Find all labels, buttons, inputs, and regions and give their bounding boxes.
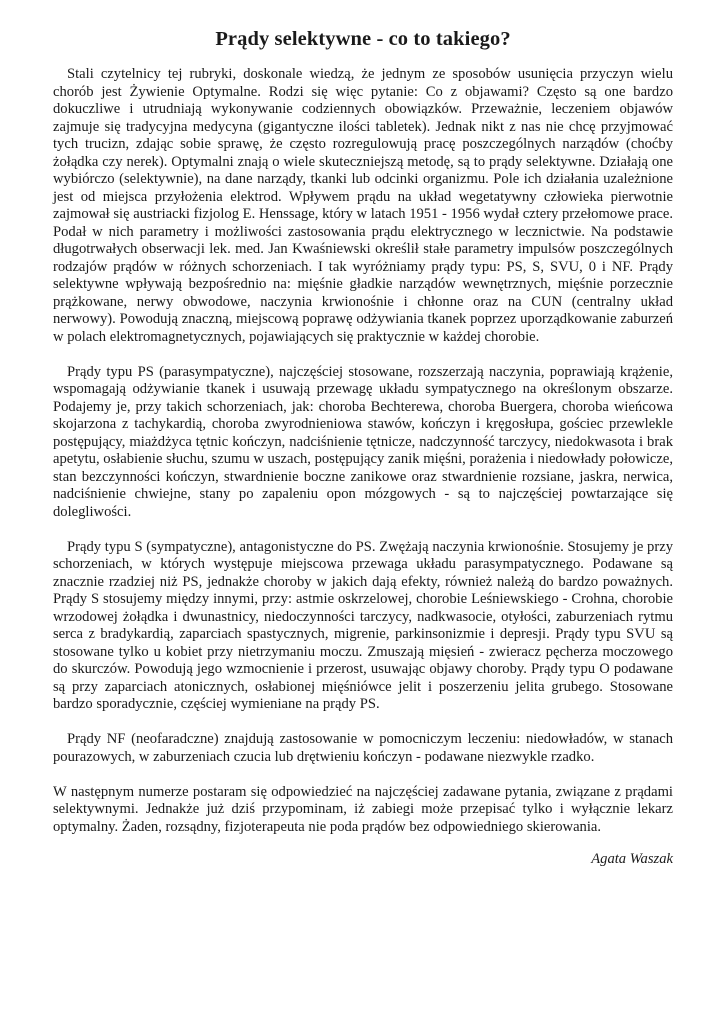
paragraph-nf-currents: Prądy NF (neofaradczne) znajdują zastosowanie w pomocniczym leczeniu: niedowładów, w stanach pourazowych, w zaburzeniach czucia lub drętwieniu kończyn - podawane niezwykle rzadko. — [53, 731, 673, 765]
paragraph-ps-currents: Prądy typu PS (parasympatyczne), najczęściej stosowane, rozszerzają naczynia, poprawiają krążenie, wspomagają odżywianie tkanek i usuwają przewagę układu sympatycznego na określonym obszarze. Podajemy je, przy takich schorzeniach, jak: choroba Bechterewa, choroba Buergera, choroba wieńcowa skojarzona z tachykardią, choroba zwyrodnieniowa stawów, kończyn i kręgosłupa, gościec przewlekle postępujący, miażdżyca tętnic kończyn, nadciśnienie tętnicze, nadczynność tarczycy, niedokwasota i brak apetytu, osłabienie słuchu, szumu w uszach, postępujący zanik mięśni, porażenia i niedowłady połowicze, stan bezczynności kończyn, stwardnienie boczne zanikowe oraz stwardnienie rozsiane, jaskra, nerwica, nadciśnienie chwiejne, stany po zapaleniu opon mózgowych - są to najczęściej powtarzające się dolegliwości. — [53, 363, 673, 520]
article-title: Prądy selektywne - co to takiego? — [215, 28, 511, 50]
document-page — [53, 26, 673, 868]
author-signature: Agata Waszak — [591, 850, 673, 867]
paragraph-intro: Stali czytelnicy tej rubryki, doskonale wiedzą, że jednym ze sposobów usunięcia przyczyn wielu chorób jest Żywienie Optymalne. Rodzi się więc pytanie: Co z objawami? Często są one bardzo dokuczliwe i utrudniają wykonywanie codziennych obowiązków. Przeważnie, leczeniem objawów zajmuje się tradycyjna medycyna (gigantyczne ilości tabletek). Jednak nikt z nas nie chcę przyjmować tych trucizn, zdając sobie sprawę, że często rozregulowują pracę poszczególnych narządów (choćby żołądka czy nerek). Optymalni znają o wiele skuteczniejszą metodę, są to prądy selektywne. Działają one wybiórczo (selektywnie), na dane narządy, tkanki lub odcinki organizmu. Pole ich działania uzależnione jest od miejsca przyłożenia elektrod. Wpływem prądu na układ wegetatywny człowieka pierwotnie zajmował się austriacki fizjolog E. Henssage, który w latach 1951 - 1956 wydał cztery przełomowe prace. Podał w nich parametry i możliwości zastosowania prądu elektrycznego w lecznictwie. Na podstawie długotrwałych obserwacji lek. med. Jan Kwaśniewski określił stałe parametry impulsów poszczególnych rodzajów prądów w różnych schorzeniach. I tak wyróżniamy prądy typu: PS, S, SVU, 0 i NF. Prądy selektywne wpływają bezpośrednio na: mięśnie gładkie narządów wewnętrznych, mięśnie porzecznie prążkowane, nerwy obwodowe, naczynia krwionośnie i chłonne oraz na CUN (centralny układ nerwowy). Powodują znaczną, miejscową poprawę odżywiania tkanek poprzez uporządkowanie zaburzeń w polach elektromagnetycznych, pojawiających się praktycznie w każdej chorobie. — [53, 66, 674, 345]
paragraph-s-currents: Prądy typu S (sympatyczne), antagonistyczne do PS. Zwężają naczynia krwionośnie. Stosujemy je przy schorzeniach, w których występuje miejscowa przewaga układu parasympatycznego. Podawane są znacznie rzadziej niż PS, jednakże choroby w jakich dają efekty, również należą do bardzo poważnych. Prądy S stosujemy między innymi, przy: astmie oskrzelowej, chorobie Leśniewskiego - Crohna, chorobie wrzodowej żołądka i dwunastnicy, niedoczynności tarczycy, nadkwasocie, otyłości, zaburzeniach rytmu serca z bradykardią, zaparciach spastycznych, migrenie, parkinsonizmie i depresji. Prądy typu SVU są stosowane tylko u kobiet przy nietrzymaniu moczu. Zmuszają mięsień - zwieracz pęcherza moczowego do skurczów. Powodują jego wzmocnienie i przerost, usuwając objawy choroby. Prądy typu O podawane są przy zaparciach atonicznych, osłabionej mięśniówce jelit i poszerzeniu jelita grubego. Stosowane bardzo sporadycznie, częściej wymieniane na prądy PS. — [53, 538, 673, 712]
paragraph-closing: W następnym numerze postaram się odpowiedzieć na najczęściej zadawane pytania, związane z prądami selektywnymi. Jednakże już dziś przypominam, iż zabiegi może przepisać tylko i wyłącznie lekarz optymalny. Żaden, rozsądny, fizjoterapeuta nie poda prądów bez odpowiedniego skierowania. — [53, 783, 673, 835]
